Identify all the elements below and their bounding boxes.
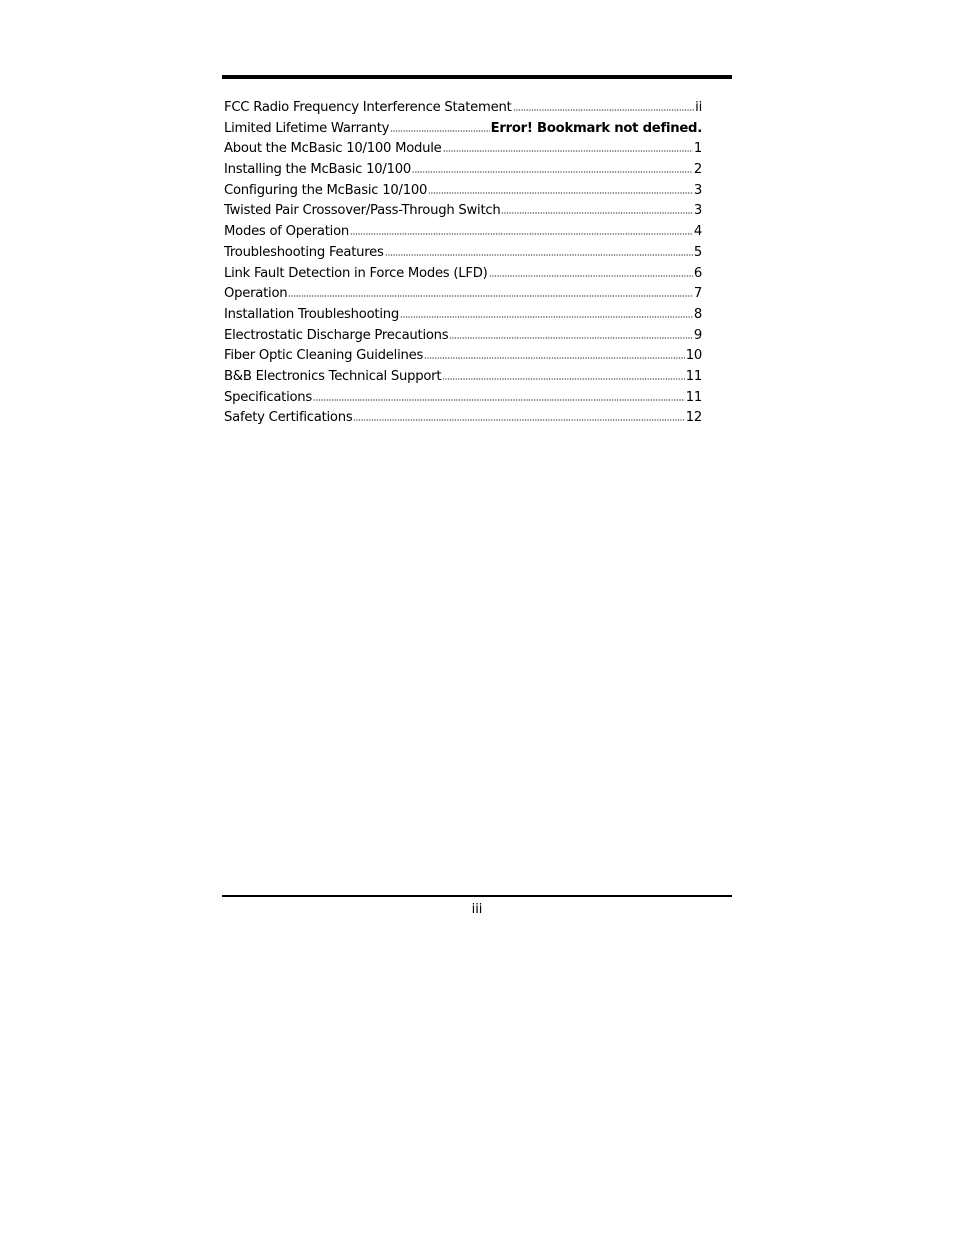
toc-entry-page: 7 [693,286,702,302]
toc-entry-title: Configuring the McBasic 10/100 [224,182,428,198]
toc-entry-installing[interactable] [224,162,702,183]
toc-entry-twisted-pair[interactable] [224,203,702,224]
toc-entry-title: Installation Troubleshooting [224,306,399,322]
toc-entry-modes[interactable] [224,224,702,245]
dot-leader [489,275,693,277]
toc-entry-fiber-cleaning[interactable] [224,348,702,369]
toc-entry-title: Troubleshooting Features [224,244,384,260]
dot-leader [442,378,684,380]
toc-entry-warranty[interactable] [224,121,702,142]
toc-entry-title: Fiber Optic Cleaning Guidelines [224,348,424,364]
toc-entry-configuring[interactable] [224,183,702,204]
toc-entry-title: Link Fault Detection in Force Modes (LFD) [224,265,488,281]
toc-entry-page: 8 [693,306,702,322]
toc-entry-link-fault[interactable] [224,266,702,287]
dot-leader [513,109,695,111]
toc-entry-fcc-statement[interactable] [224,100,702,121]
dot-leader [424,357,685,359]
toc-entry-page: 11 [685,389,702,405]
toc-entry-title: FCC Radio Frequency Interference Statement [224,100,512,115]
toc-entry-page: 12 [685,410,702,426]
toc-entry-page: 3 [693,182,702,198]
dot-leader [501,212,692,214]
toc-entry-page: 1 [693,141,702,157]
toc-entry-about-module[interactable] [224,141,702,162]
dot-leader [385,254,693,256]
toc-entry-page: 2 [693,162,702,178]
dot-leader [353,419,684,421]
toc-entry-page: 4 [693,224,702,240]
toc-entry-specifications[interactable] [224,390,702,411]
toc-entry-title: Electrostatic Discharge Precautions [224,327,449,343]
dot-leader [288,295,692,297]
toc-entry-title: Specifications [224,389,313,405]
toc-entry-title: Safety Certifications [224,410,353,426]
toc-entry-title: About the McBasic 10/100 Module [224,141,442,157]
toc-entry-title: B&B Electronics Technical Support [224,368,442,384]
toc-entry-title: Twisted Pair Crossover/Pass-Through Switch [224,203,501,219]
toc-entry-page: 11 [685,368,702,384]
footer-rule [222,895,732,897]
toc-entry-operation[interactable] [224,286,702,307]
toc-entry-safety-certifications[interactable] [224,410,702,431]
toc-entry-installation-troubleshooting[interactable] [224,307,702,328]
toc-entry-page: 5 [693,244,702,260]
toc-entry-title: Limited Lifetime Warranty [224,120,390,136]
dot-leader [390,130,489,132]
dot-leader [443,150,693,152]
toc-entry-technical-support[interactable] [224,369,702,390]
table-of-contents [224,100,702,431]
toc-entry-troubleshooting-features[interactable] [224,245,702,266]
toc-entry-esd-precautions[interactable] [224,328,702,349]
toc-entry-page: ii [695,100,702,115]
toc-entry-page: 6 [693,265,702,281]
dot-leader [313,399,685,401]
toc-entry-title: Modes of Operation [224,224,350,240]
dot-leader [400,316,693,318]
toc-entry-page-error: Error! Bookmark not defined. [490,120,702,136]
dot-leader [449,337,692,339]
dot-leader [428,192,693,194]
dot-leader [412,171,693,173]
toc-entry-title: Operation [224,286,288,302]
toc-entry-title: Installing the McBasic 10/100 [224,162,411,178]
dot-leader [350,233,693,235]
header-rule [222,75,732,79]
toc-entry-page: 10 [685,348,702,364]
page-number: iii [471,902,483,917]
toc-entry-page: 3 [693,203,702,219]
toc-entry-page: 9 [693,327,702,343]
